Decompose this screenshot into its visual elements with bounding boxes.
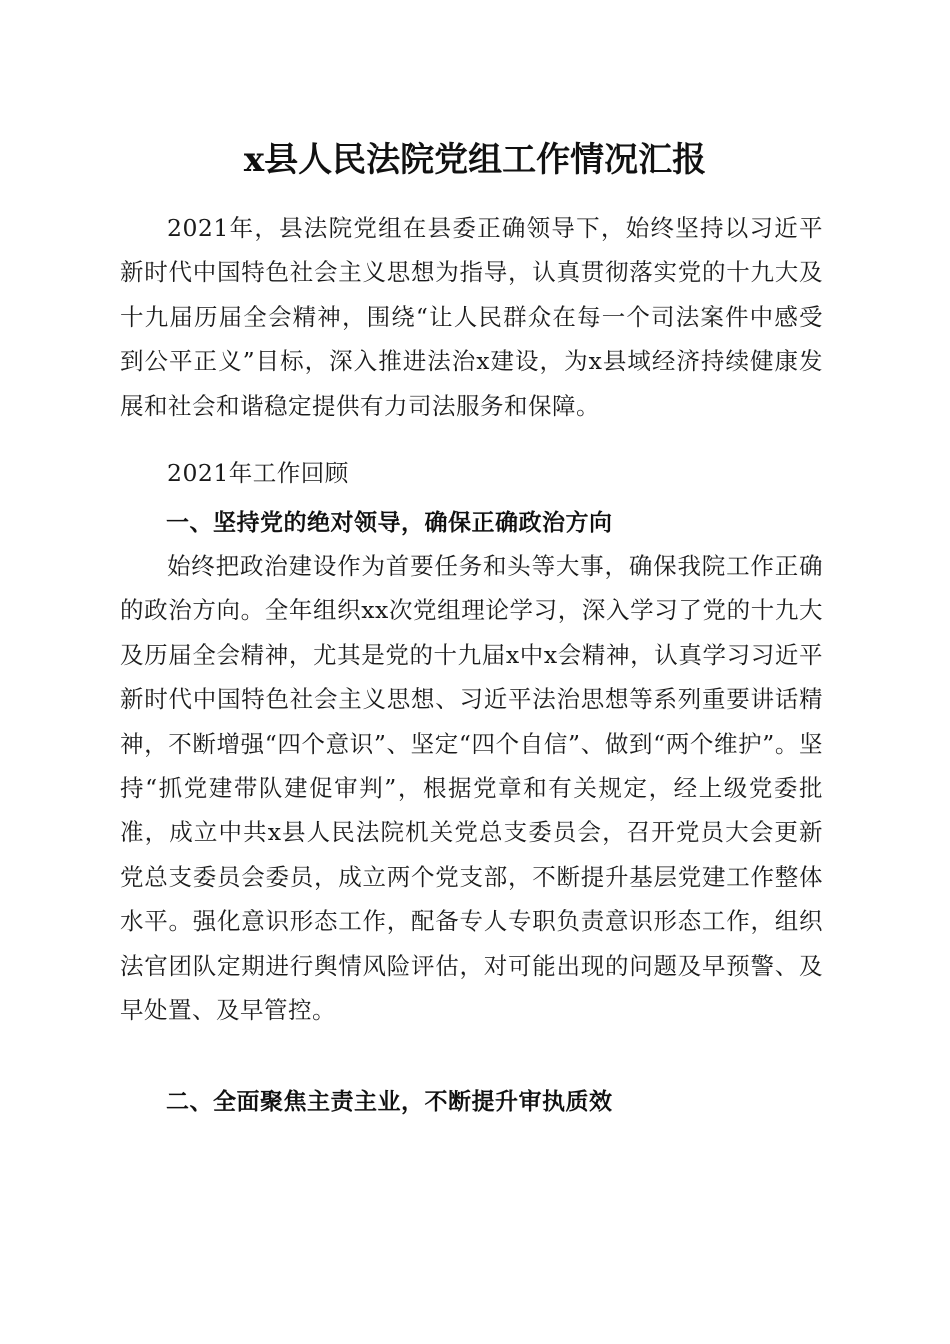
section-one-heading: 一、坚持党的绝对领导，确保正确政治方向 [166,510,613,536]
document-title: x县人民法院党组工作情况汇报 [243,140,707,180]
section-one-paragraph: 始终把政治建设作为首要任务和头等大事，确保我院工作正确的政治方向。全年组织xx次党组理论学习，深入学习了党的十九大及历届全会精神，尤其是党的十九届x中x会精神，认真学习习近平新时代中国特色社会主义思想、习近平法治思想等系列重要讲话精神，不断增强“四个意识”、坚定“四个自信”、做到“两个维护”。坚持“抓党建带队建促审判”，根据党章和有关规定，经上级党委批准，成立中共x县人民法院机关党总支委员会，召开党员大会更新党总支委员会委员，成立两个党支部，不断提升基层党建工作整体水平。强化意识形态工作，配备专人专职负责意识形态工作，组织法官团队定期进行舆情风险评估，对可能出现的问题及早预警、及早处置、及早管控。 [120,552,823,1025]
review-heading: 2021年工作回顾 [167,459,349,487]
section-two-heading: 二、全面聚焦主责主业，不断提升审执质效 [166,1089,613,1115]
intro-paragraph: 2021年，县法院党组在县委正确领导下，始终坚持以习近平新时代中国特色社会主义思想为指导，认真贯彻落实党的十九大及十九届历届全会精神，围绕“让人民群众在每一个司法案件中感受到公平正义”目标，深入推进法治x建设，为x县域经济持续健康发展和社会和谐稳定提供有力司法服务和保障。 [120,214,823,420]
